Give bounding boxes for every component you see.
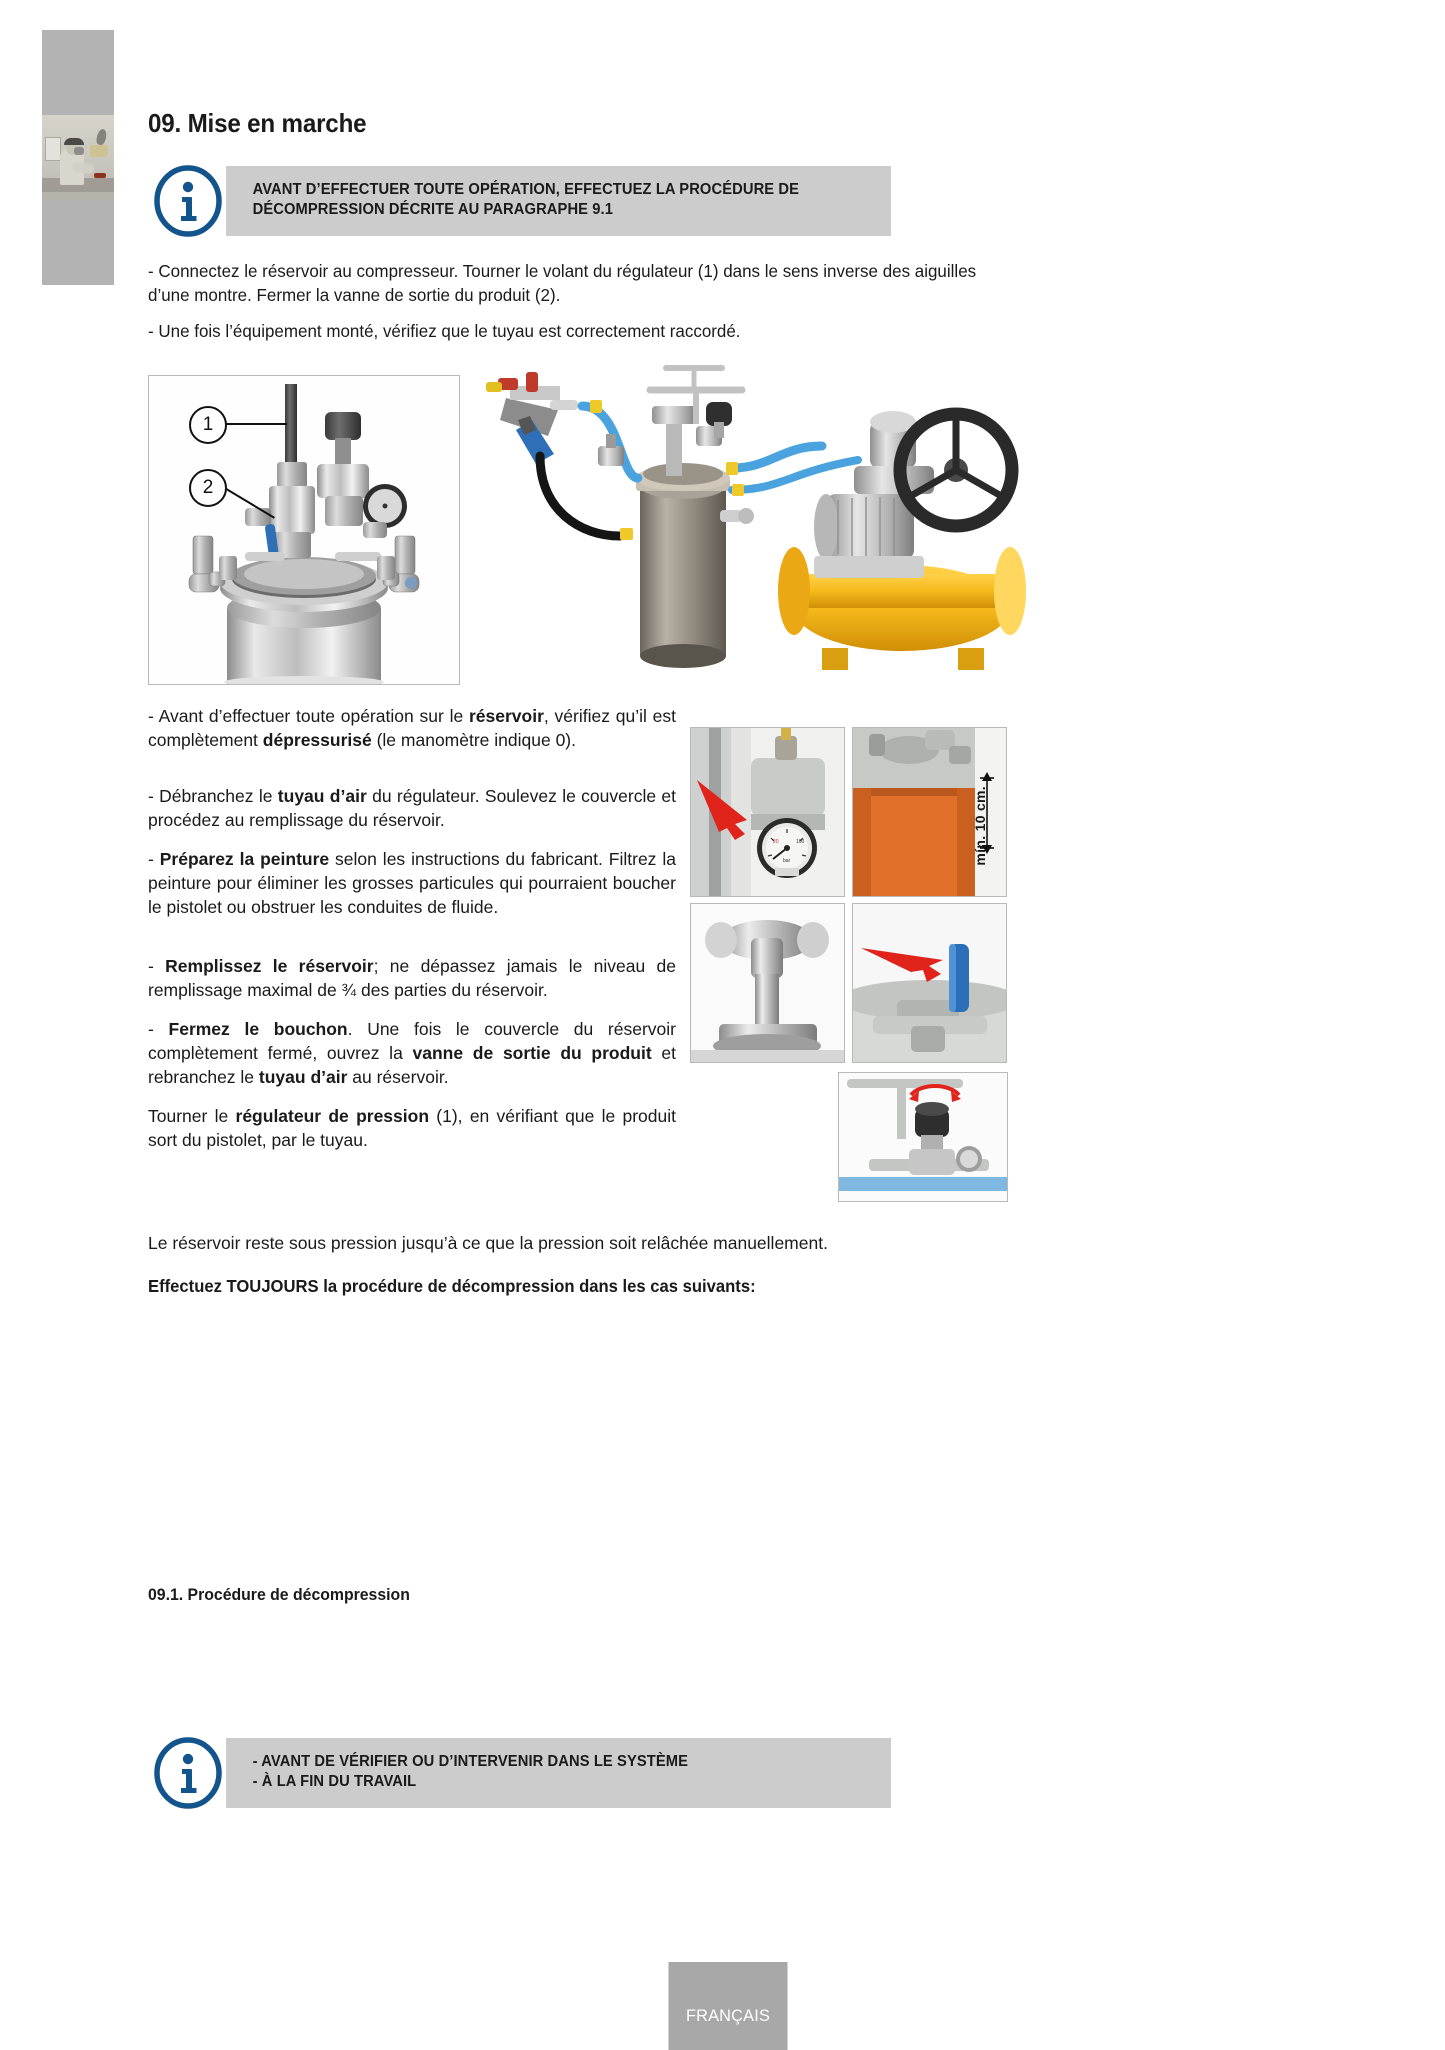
info-notice-bottom bbox=[150, 1735, 926, 1811]
figure-pressure-tank bbox=[148, 375, 460, 685]
callout-number-2: 2 bbox=[189, 469, 227, 507]
paragraph-turn-regulator bbox=[148, 1105, 676, 1153]
text-run: du régulateur. Soulevez le couvercle et procédez au remplissage du réservoir. bbox=[148, 786, 676, 830]
fill-level-label-line1: mín. bbox=[972, 835, 988, 866]
text-bold: tuyau d’air bbox=[277, 786, 367, 806]
paragraph-tank-under-pressure: Le réservoir reste sous pression jusqu’à ce que la pression soit relâchée manuellement. bbox=[148, 1233, 828, 1253]
text-run: et rebranchez le bbox=[148, 1042, 676, 1087]
text-bold: Fermez le bouchon bbox=[168, 1019, 348, 1039]
text-bold: Remplissez le réservoir bbox=[165, 956, 374, 976]
text-run: selon les instructions du fabricant. Filtrez la peinture pour éliminer les grosses particules qui pourraient boucher le pistolet ou obstruer les conduites de fluide. bbox=[148, 849, 676, 917]
text-bold: réservoir bbox=[468, 706, 544, 726]
section-title-decompression: 09.1. Procédure de décompression bbox=[148, 1585, 410, 1604]
figure-system-setup bbox=[470, 360, 1030, 705]
paragraph-prepare-paint bbox=[148, 848, 676, 919]
text-run: . Une fois le couvercle du réservoir complètement fermé, ouvrez la bbox=[148, 1019, 676, 1063]
fill-level-label bbox=[973, 786, 988, 866]
figure-manometer bbox=[690, 727, 845, 897]
text-bold: dépressurisé bbox=[262, 729, 372, 750]
text-run: (1), en vérifiant que le produit sort du pistolet, par le tuyau. bbox=[148, 1106, 676, 1150]
fill-level-label-line2: 10 cm. bbox=[972, 786, 988, 832]
text-bold: vanne de sortie du produit bbox=[412, 1042, 652, 1063]
info-icon bbox=[150, 163, 226, 239]
info-bottom-line1: - AVANT DE VÉRIFIER OU D’INTERVENIR DANS LE SYSTÈME bbox=[252, 1752, 689, 1770]
text-run: Tourner le bbox=[148, 1106, 236, 1126]
text-run: , vérifiez qu’il est complètement bbox=[148, 706, 676, 750]
text-run: - Avant d’effectuer toute opération sur le bbox=[148, 706, 469, 726]
text-bold: Préparez la peinture bbox=[159, 849, 330, 869]
svg-text:100: 100 bbox=[796, 839, 805, 845]
info-notice-bottom-text bbox=[226, 1738, 891, 1809]
footer-language-tab: FRANÇAIS bbox=[668, 1962, 787, 2050]
paragraph-check-hose: - Une fois l’équipement monté, vérifiez que le tuyau est correctement raccordé. bbox=[148, 321, 741, 341]
text-run: au réservoir. bbox=[347, 1066, 449, 1087]
figure-outlet-valve bbox=[852, 903, 1007, 1063]
text-run: - Débranchez le bbox=[148, 786, 278, 806]
svg-text:bar: bar bbox=[783, 858, 791, 864]
side-margin-strip bbox=[42, 30, 114, 285]
paragraph-close-cap bbox=[148, 1018, 676, 1089]
callout-leader-1 bbox=[225, 423, 287, 425]
paragraph-connect-tank: - Connectez le réservoir au compresseur. Tourner le volant du régulateur (1) dans le sens inverse des aiguilles d’une montre. Fermer la vanne de sortie du produit (2). bbox=[148, 261, 977, 305]
text-run: (le manomètre indique 0). bbox=[371, 729, 577, 750]
text-bold: régulateur de pression bbox=[235, 1106, 430, 1126]
text-run: - bbox=[148, 849, 160, 869]
text-bold: tuyau d’air bbox=[258, 1066, 348, 1087]
paragraph-disconnect-air-hose bbox=[148, 785, 676, 833]
info-icon bbox=[150, 1735, 226, 1811]
text-run: - bbox=[148, 956, 166, 976]
page-title: 09. Mise en marche bbox=[148, 108, 367, 138]
figure-regulator-knob bbox=[838, 1072, 1008, 1202]
svg-text:20: 20 bbox=[773, 839, 779, 845]
side-decor-block-top bbox=[42, 30, 114, 115]
info-notice-top-text bbox=[226, 166, 891, 237]
info-notice-top bbox=[150, 163, 926, 239]
info-top-line1: AVANT D’EFFECTUER TOUTE OPÉRATION, EFFECTUEZ LA PROCÉDURE DE bbox=[252, 180, 800, 198]
info-top-line2: DÉCOMPRESSION DÉCRITE AU PARAGRAPHE 9.1 bbox=[252, 201, 614, 218]
side-decor-block-bottom bbox=[42, 200, 114, 285]
paragraph-always-perform: Effectuez TOUJOURS la procédure de décompression dans les cas suivants: bbox=[148, 1276, 756, 1296]
callout-number-1: 1 bbox=[189, 406, 227, 444]
text-run: - bbox=[148, 1019, 169, 1039]
side-photo-operator bbox=[42, 115, 114, 200]
figure-fill-level bbox=[852, 727, 1007, 897]
figure-lid-wingnut bbox=[690, 903, 845, 1063]
info-bottom-line2: - À LA FIN DU TRAVAIL bbox=[252, 1773, 417, 1790]
paragraph-depressurize bbox=[148, 705, 676, 753]
paragraph-fill-tank bbox=[148, 955, 676, 1003]
text-run: ; ne dépassez jamais le niveau de remplissage maximal de ¾ des parties du réservoir. bbox=[148, 956, 676, 1000]
